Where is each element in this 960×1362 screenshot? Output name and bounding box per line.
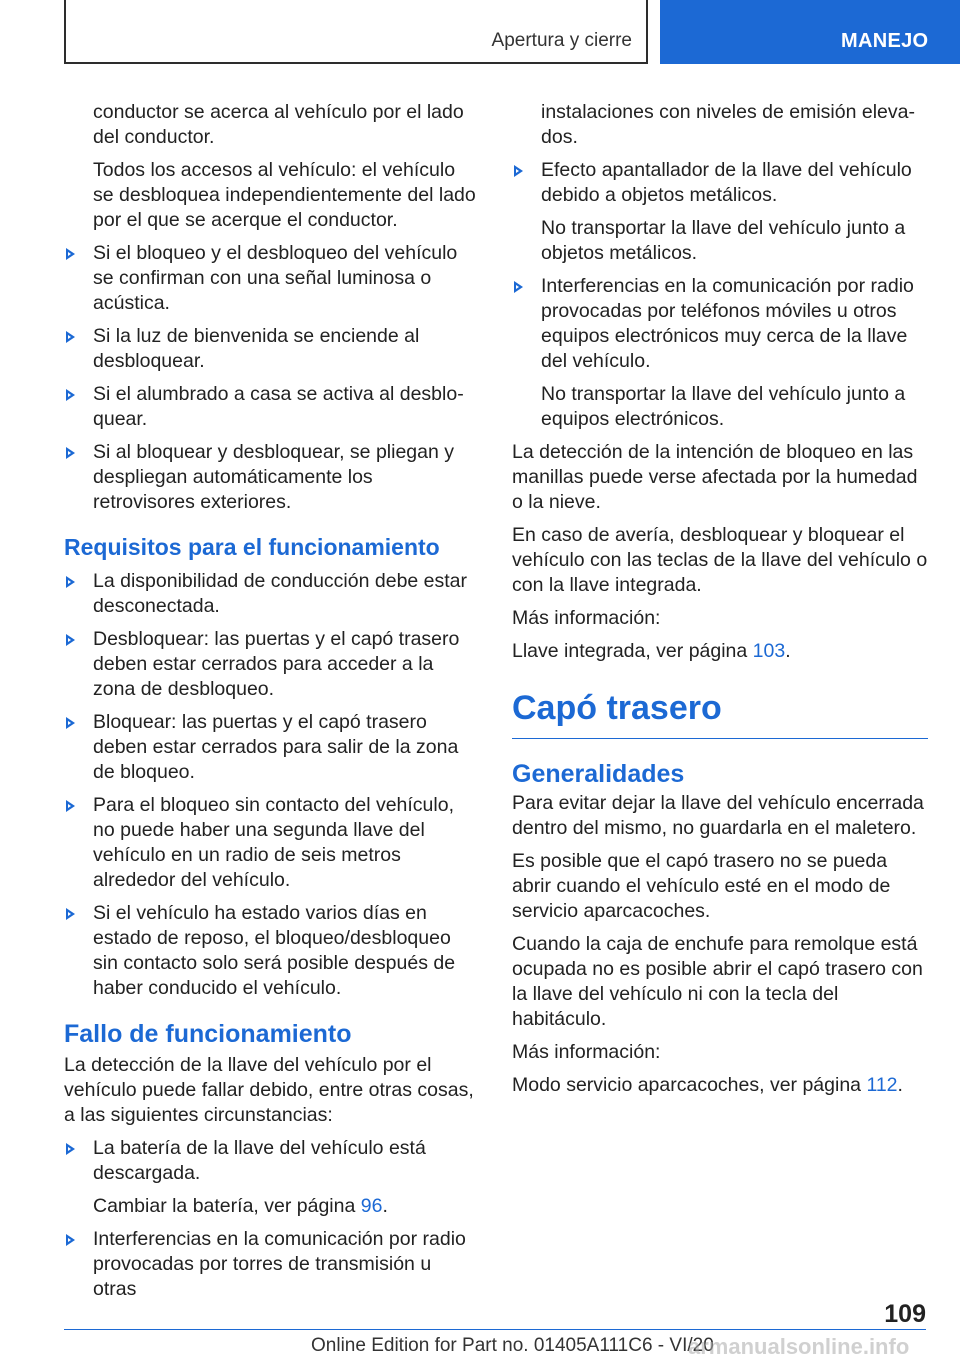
reference-text: Llave integrada, ver página <box>512 640 753 662</box>
heading-requirements: Requisitos para el funcionamiento <box>64 534 440 560</box>
paragraph: instalaciones con niveles de emisión elevados. <box>541 101 915 148</box>
list-item <box>64 241 479 316</box>
footer-edition: Online Edition for Part no. 01405A111C6 - VI/20 <box>311 1335 714 1356</box>
triangle-bullet-icon <box>64 442 78 462</box>
heading-trunk-lid: Capó trasero <box>512 686 928 739</box>
list-item <box>64 440 479 515</box>
triangle-bullet-icon <box>64 571 78 591</box>
list-item-text: Si el alumbrado a casa se activa al desbloquear. <box>93 383 464 430</box>
list-item <box>64 1136 479 1219</box>
list-item <box>64 324 479 374</box>
left-column <box>64 100 479 1310</box>
header-section-box <box>64 0 648 64</box>
page-link-96[interactable]: 96 <box>360 1195 383 1217</box>
reference-end: . <box>382 1195 388 1217</box>
list-item <box>64 710 479 785</box>
reference-text: Cambiar la batería, ver página <box>93 1195 361 1217</box>
list-item-text: Desbloquear: las puertas y el capó trasero deben estar cerrados para acceder a la zona de desbloqueo. <box>93 628 460 700</box>
footer-divider <box>64 1329 926 1330</box>
triangle-bullet-icon <box>64 326 78 346</box>
list-item-text: Si el bloqueo y el desbloqueo del vehículo se confirman con una señal luminosa o acústica. <box>93 242 458 314</box>
list-item <box>512 158 928 266</box>
triangle-bullet-icon <box>64 903 78 923</box>
heading-general: Generalidades <box>512 760 685 788</box>
list-item-text: Efecto apantallador de la llave del vehículo debido a objetos metálicos. <box>541 159 912 206</box>
list-item-text: Si el vehículo ha estado varios días en estado de reposo, el bloqueo/desbloqueo sin contacto solo será posible después de haber conducido el vehículo. <box>93 902 456 999</box>
triangle-bullet-icon <box>512 160 526 180</box>
list-item-subtext: No transportar la llave del vehículo junto a objetos metálicos. <box>541 217 906 264</box>
paragraph: La detección de la llave del vehículo por el vehículo puede fallar debido, entre otras cosas, a las siguientes circunstancias: <box>64 1054 474 1126</box>
list-item-subtext <box>93 1194 479 1219</box>
list-item <box>64 793 479 893</box>
paragraph: Para evitar dejar la llave del vehículo encerrada dentro del mismo, no guardarla en el maletero. <box>512 792 924 839</box>
right-column <box>512 100 928 1106</box>
paragraph: Más información: <box>512 1041 661 1063</box>
paragraph: Más información: <box>512 607 661 629</box>
paragraph: Cuando la caja de enchufe para remolque está ocupada no es posible abrir el capó trasero con la llave del vehículo ni con la tecla del habitáculo. <box>512 933 923 1030</box>
list-item-text: Si la luz de bienvenida se enciende al desbloquear. <box>93 325 420 372</box>
page-number: 109 <box>884 1300 926 1328</box>
triangle-bullet-icon <box>64 795 78 815</box>
list-item <box>64 627 479 702</box>
triangle-bullet-icon <box>512 276 526 296</box>
list-item-text: Interferencias en la comunicación por radio provocadas por teléfonos móviles u otros equipos electrónicos muy cerca de la llave del vehículo. <box>541 275 914 372</box>
header-chapter-label: MANEJO <box>841 30 929 52</box>
reference-end: . <box>897 1074 903 1096</box>
list-item <box>64 1227 479 1302</box>
paragraph: Es posible que el capó trasero no se pueda abrir cuando el vehículo esté en el modo de servicio aparcacoches. <box>512 850 891 922</box>
list-item-text: Bloquear: las puertas y el capó trasero deben estar cerrados para salir de la zona de bloqueo. <box>93 711 459 783</box>
list-item-text: La batería de la llave del vehículo está descargada. <box>93 1137 426 1184</box>
list-item-text: Para el bloqueo sin contacto del vehículo, no puede haber una segunda llave del vehículo en un radio de seis metros alrededor del vehículo. <box>93 794 454 891</box>
triangle-bullet-icon <box>64 712 78 732</box>
reference-line <box>512 1073 928 1098</box>
triangle-bullet-icon <box>64 1138 78 1158</box>
list-item <box>512 274 928 432</box>
watermark: armanualsonline.info <box>688 1334 910 1359</box>
paragraph: La detección de la intención de bloqueo en las manillas puede verse afectada por la humedad o la nieve. <box>512 441 918 513</box>
page-link-112[interactable]: 112 <box>866 1074 898 1096</box>
header-section-title: Apertura y cierre <box>491 30 632 51</box>
page-link-103[interactable]: 103 <box>752 640 786 662</box>
reference-line <box>512 639 928 664</box>
triangle-bullet-icon <box>64 1229 78 1249</box>
list-item-text: Interferencias en la comunicación por radio provocadas por torres de transmisión u otras <box>93 1228 466 1300</box>
reference-end: . <box>785 640 791 662</box>
list-item <box>64 901 479 1001</box>
list-item <box>64 382 479 432</box>
triangle-bullet-icon <box>64 384 78 404</box>
paragraph: Todos los accesos al vehículo: el vehículo se desbloquea independientemente del lado por el que se acerque el conductor. <box>93 159 476 231</box>
heading-malfunction: Fallo de funcionamiento <box>64 1020 352 1048</box>
triangle-bullet-icon <box>64 243 78 263</box>
list-item-subtext: No transportar la llave del vehículo junto a equipos electrónicos. <box>541 383 906 430</box>
triangle-bullet-icon <box>64 629 78 649</box>
paragraph: conductor se acerca al vehículo por el lado del conductor. <box>93 101 464 148</box>
header-chapter-tab <box>660 0 960 64</box>
list-item-text: Si al bloquear y desbloquear, se pliegan y despliegan automáticamente los retrovisores exteriores. <box>93 441 454 513</box>
list-item <box>64 569 479 619</box>
list-item-text: La disponibilidad de conducción debe estar desconectada. <box>93 570 468 617</box>
reference-text: Modo servicio aparcacoches, ver página <box>512 1074 867 1096</box>
paragraph: En caso de avería, desbloquear y bloquear el vehículo con las teclas de la llave del vehículo o con la llave integrada. <box>512 524 928 596</box>
